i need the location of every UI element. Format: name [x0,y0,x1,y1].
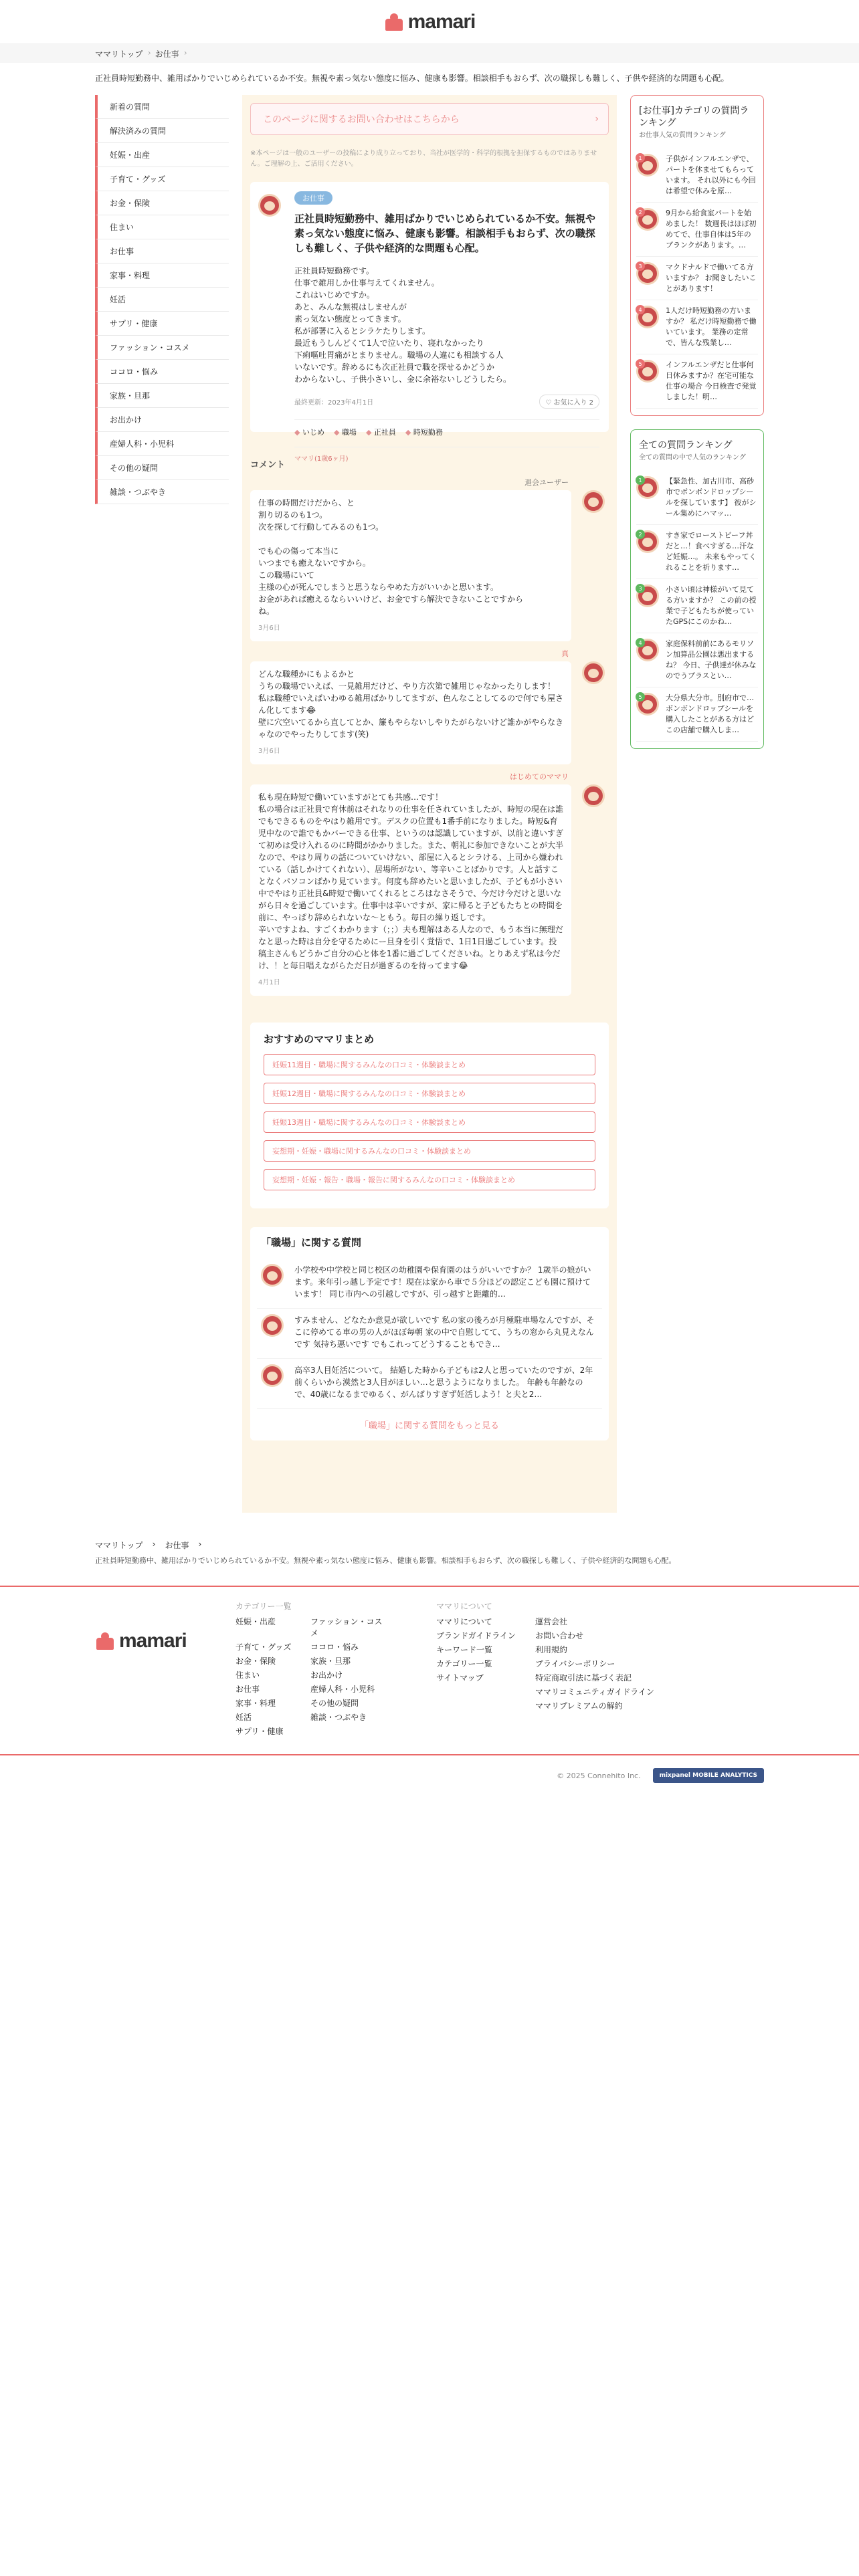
avatar [636,530,659,553]
category-ranking [630,95,764,416]
main-column [242,95,617,1513]
question-date: 最終更新：2023年4月1日 [294,399,374,407]
avatar [636,693,659,716]
footer-about-link[interactable]: キーワード一覧 [436,1645,493,1654]
site-footer [0,1586,859,1796]
question-tags [294,419,599,437]
footer-cat-head: カテゴリー一覧 [235,1602,292,1611]
comment-body [250,784,571,996]
sidebar-item[interactable]: サプリ・健康 [95,312,229,336]
avatar [636,306,659,328]
content-layout [95,95,764,1513]
ranking-item-text: 子供がインフルエンザで、パートを休ませてもらっています。 それ以外にも今回は希望で休みを原… [666,154,756,195]
footer-about-link[interactable]: プライバシーポリシー [535,1659,615,1669]
footer-about [436,1600,656,1711]
avatar [636,262,659,285]
footer-category-link[interactable]: 産婦人科・小児科 [310,1685,375,1694]
breadcrumb [95,44,764,63]
sidebar-item[interactable]: お仕事 [95,239,229,263]
footer-categories [235,1600,385,1737]
ranking-item[interactable] [636,687,758,742]
breadcrumb-category[interactable]: お仕事 › [155,48,191,60]
related-more-link[interactable]: 「職場」に関する質問をもっと見る [359,1421,499,1431]
page-lead: 正社員時短勤務中、雑用ばかりでいじめられているか不安。無視や素っ気ない態度に悩み、健康も影響。相談相手もおらず、次の職探しも難しく、子供や経済的な問題も心配。 [95,74,729,83]
footer-category-link[interactable]: 住まい [235,1671,260,1680]
footer-about-link[interactable]: お問い合わせ [535,1631,584,1640]
ranking-item-text: 【緊急性、加古川市、高砂市でボンボンドロップシールを探しています】 彼がシール集めにハマッ… [666,477,757,518]
rank-number: 2 [636,207,645,217]
avatar [261,1364,284,1387]
footer-category-link[interactable]: ファッション・コスメ [310,1617,383,1638]
sidebar-item[interactable]: 子育て・グッズ [95,167,229,191]
comment-date: 3月6日 [258,625,280,632]
footer-about-link[interactable]: ママリについて [436,1617,492,1626]
mamari-logo-icon [384,13,404,31]
avatar [582,661,605,684]
footer-category-link[interactable]: お金・保険 [235,1656,276,1666]
comment-body [250,490,571,641]
contact-link[interactable] [250,103,609,135]
ranking-item[interactable] [636,257,758,300]
ranking-item[interactable] [636,633,758,687]
footer-category-link[interactable]: 妊活 [235,1713,252,1722]
ranking-item-text: インフルエンザだと仕事何日休みますか？在宅可能な仕事の場合 今日検査で発覚しました！明… [666,360,757,401]
recommend-title: おすすめのママリまとめ [264,1033,375,1045]
related-title: 「職場」に関する質問 [261,1237,362,1249]
avatar [636,584,659,607]
ranking-item[interactable] [636,471,758,525]
favorite-button[interactable]: ♡ お気に入り 2 [539,395,599,409]
rank-number: 1 [636,475,645,485]
related-question[interactable] [257,1309,602,1359]
sidebar-item[interactable]: 妊娠・出産 [95,143,229,167]
mixpanel-badge[interactable]: mixpanel MOBILE ANALYTICS [653,1768,764,1783]
sidebar-item[interactable]: お金・保険 [95,191,229,215]
footer-category-link[interactable]: その他の疑問 [310,1699,359,1708]
rank-number: 3 [636,261,645,271]
related-question[interactable] [257,1259,602,1309]
footer-about-link[interactable] [436,1686,535,1697]
rank-number: 5 [636,359,645,368]
question-body: 正社員時短勤務です。 仕事で雑用しか仕事与えてくれません。 これはいじめですか。 あと、みんな無視はしませんが 素っ気ない態度とってきます。 私が部署に入るとシラケたりします。 最近もうしんどくて1人で泣いたり、寝れなかったり 下痢嘔吐胃痛がとまりません。職場の人違にも相談する人 いないです。辞めるにも次正社員で職を探せるかどうか わからないし、子供小さいし、金に余裕ないしどうしたら。 [294,266,512,384]
ranking-item-text: 大分県大分市。別府市で…ボンボンドロップシールを購入したことがある方はどこの店舗で購入しま… [666,693,754,734]
sidebar-item[interactable]: 雑談・つぶやき [95,480,229,504]
recommend-link[interactable]: 妄想期・妊娠・報告・職場・報告に関するみんなの口コミ・体験談まとめ [264,1169,595,1190]
comment-author[interactable]: 退会ユーザー [524,478,569,487]
footer-category-link[interactable]: 家事・料理 [235,1699,276,1708]
comment-date: 4月1日 [258,979,280,986]
avatar [261,1314,284,1337]
footer-category-link[interactable]: ココロ・悩み [310,1642,359,1652]
footer-breadcrumb [95,1539,764,1566]
copyright: © 2025 Connehito Inc. [557,1771,641,1780]
sidebar-item[interactable]: ファッション・コスメ [95,336,229,360]
footer-category-link[interactable]: サプリ・健康 [235,1727,284,1736]
comment [250,771,609,996]
ranking-item-text: 家庭保料前前にあるモリソン加算品公園は悪出まするね？ 今日、子供達が休みなのでうブラスとい… [666,639,757,680]
ranking-item-text: 1人だけ時短勤務の方いますか？ 私だけ時短勤務で働いています。 業務の定常で、皆んな残業し… [666,306,757,347]
sidebar-item[interactable]: 産婦人科・小児科 [95,432,229,456]
related-question[interactable] [257,1359,602,1409]
breadcrumb-bar [0,44,859,63]
site-header [0,0,859,44]
related-questions [250,1227,609,1440]
all-ranking [630,429,764,749]
comment [250,648,609,764]
avatar [636,208,659,231]
category-badge[interactable]: お仕事 [294,191,332,205]
rank-number: 1 [636,153,645,163]
footer-about-link[interactable]: 特定商取引法に基づく表記 [535,1673,632,1683]
contact-label: このページに関するお問い合わせはこちらから [263,114,460,125]
avatar [582,784,605,807]
comment-body [250,661,571,764]
recommend-link[interactable]: 妊娠12週目・職場に関するみんなの口コミ・体験談まとめ [264,1083,595,1104]
breadcrumb-top[interactable]: ママリトップ › [95,48,155,60]
question-meta [294,395,599,409]
footer-category-link[interactable]: 雑談・つぶやき [310,1713,367,1722]
question-tag[interactable]: ◆ 職場 [334,427,357,437]
mamari-logo-icon [95,1632,115,1650]
avatar [258,194,281,217]
footer-crumb-lead: 正社員時短勤務中、雑用ばかりでいじめられているか不安。無視や素っ気ない態度に悩み、健康も影響。相談相手もおらず、次の職探しも難しく、子供や経済的な問題も心配。 [95,1556,676,1565]
footer-category-link[interactable]: 家族・旦那 [310,1656,351,1666]
mamari-logo[interactable]: mamari [384,11,476,33]
question-title: 正社員時短勤務中、雑用ばかりでいじめられているか不安。無視や素っ気ない態度に悩み、健康も影響。相談相手もおらず、次の職探しも難しく、子供や経済的な問題も心配。 [294,213,596,254]
sidebar-item[interactable]: 家族・旦那 [95,384,229,408]
footer-category-link[interactable]: お仕事 [235,1685,260,1694]
recommend-section [250,1023,609,1208]
sidebar-item[interactable]: ココロ・悩み [95,360,229,384]
ranking-title: 全ての質問ランキング [639,440,733,451]
comment-date: 3月6日 [258,748,280,755]
footer-about-link[interactable]: ママリコミュニティガイドライン [535,1687,654,1697]
related-question-text: 小学校や中学校と同じ校区の幼稚園や保育園のはうがいいですか？ 1歳半の娘がいます。来年引っ越し予定です！現在は家から車で５分ほどの認定こども園に預けています！ 同じ市内への引越しですが、引っ越すと距離的… [294,1265,591,1299]
footer-crumb-category[interactable]: お仕事 [165,1541,189,1550]
avatar [636,360,659,383]
question-author[interactable]: ママリ(1歳6ヶ月) [294,447,599,463]
ranking-item[interactable] [636,525,758,579]
question-tag[interactable]: ◆ いじめ [294,427,324,437]
ranking-item-text: すき家でローストビーフ丼だと…！食べすぎる…汗など妊娠…。 未来もやってくれることを祈ります… [666,531,757,572]
ranking-subtitle: お仕事人気の質問ランキング [639,132,726,139]
question-tag[interactable]: ◆ 正社員 [366,427,396,437]
sidebar-item[interactable]: 住まい [95,215,229,239]
ranking-item[interactable] [636,300,758,354]
ranking-item[interactable] [636,579,758,633]
sidebar-item[interactable]: その他の疑問 [95,456,229,480]
ranking-item[interactable] [636,148,758,203]
rank-number: 2 [636,530,645,539]
chevron-right-icon: › [595,114,599,124]
avatar [261,1264,284,1287]
rank-number: 3 [636,584,645,593]
footer-about-link[interactable]: カテゴリー一覧 [436,1659,492,1669]
comment-text: 私も現在時短で働いていますがとても共感…です！ 私の場合は正社員で育休前はそれなりの仕事を任されていましたが、時短の現在は誰でもできるものをやはり雑用です。デスクの位置も1番手前になりました。時短&育児中なので誰でもかバーできる仕事、というのは認識していますが、以前と違いすぎて初めは受け入れるのに時間がかかりました。また、朝礼に参加できないことが大半なので、やはり周りの話についていけない、部屋に入るとシラける、上司から嫌われている（話しかけてくれない）、居場所がない、等辛いことばかりです。人と話すことなくパソコンばかり見ています。何度も辞めたいと思いましたが、子どもが小さい中でやはり正社員&時短で働いてくれるところはなさそうで、今だけ今だけと思いながら日々を過ごしています。仕事中は辛いですが、家に帰ると子どもたちとの時間を前に、やっぱり辞められないな〜ともう。毎日の繰り返しです。 辛いですよね、すごくわかります（；；）夫も理解はある人なので、もう本当に無理だなと思った時は自分を守るためにー旦身を引く覚悟で、1日1日過ごしています。投稿主さんもどうかご自分の心と体を1番に過ごしてくださいね。とりあえず私は今だけ、！と毎日唱えながらただ日が過ぎるのを待ってます😂 [258,792,564,970]
avatar [636,154,659,177]
comment-author[interactable]: 真 [561,649,569,658]
footer-category-link[interactable]: お出かけ [310,1671,343,1680]
sidebar-item[interactable]: 妊活 [95,288,229,312]
ranking-item-text: マクドナルドで働いてる方いますか？ お聞きしたいことがあります！ [666,263,757,293]
recommend-link[interactable]: 妊娠13週目・職場に関するみんなの口コミ・体験談まとめ [264,1111,595,1133]
chevron-right-icon: › [198,1539,202,1549]
avatar [636,476,659,499]
recommend-link[interactable]: 妊娠11週目・職場に関するみんなの口コミ・体験談まとめ [264,1054,595,1075]
category-sidebar [95,95,229,504]
ranking-subtitle: 全ての質問の中で人気のランキング [639,454,746,461]
sidebar-item[interactable]: 新着の質問 [95,95,229,119]
footer-about-link[interactable] [436,1700,535,1711]
ranking-item-text: 9月から給食室パートを始めました！ 数週長はほぼ初めてで、仕事自体は5年の ブランクがあります。… [666,209,757,249]
comment-text: どんな職種かにもよるかと うちの職場でいえば、一見雑用だけど、やり方次第で雑用じゃなかったりします！ 私は職種でいえばいわゆる雑用ばかりしてますが、色んなことしてるので何でも屋さん化してます😂 壁に穴空いてるから直してとか、簾もやらないしやりたがらないけど誰かがやらなきゃなのでやったりしてます(笑) [258,669,564,739]
sidebar-item[interactable]: 家事・料理 [95,263,229,288]
sidebar-item[interactable]: お出かけ [95,408,229,432]
recommend-link[interactable]: 妄想期・妊娠・職場に関するみんなの口コミ・体験談まとめ [264,1140,595,1162]
footer-category-link[interactable]: 子育て・グッズ [235,1642,292,1652]
chevron-right-icon: › [152,1539,156,1549]
ranking-item[interactable] [636,354,758,409]
related-question-text: すみません、どなたか意見が欲しいです 私の家の後ろが月極駐車場なんですが、そこに停めてる車の男の人がほぼ毎朝 家の中で自慰してて、うちの窓から丸見えなんです 気持ち悪いです でもこれってどうすることもでき… [294,1315,595,1349]
rank-number: 4 [636,638,645,647]
question-tag[interactable]: ◆ 時短勤務 [405,427,443,437]
ranking-item-text: 小さい頃は神様がいて見てる方いますか？ この前の授業で子どもたちが使っていたGPSにこのかね… [666,585,757,626]
comment-author[interactable]: はじめてのママリ [510,772,569,781]
disclaimer: ※本ページは一般のユーザーの投稿により成り立っており、当社が医学的・科学的根拠を担保するものではありません。ご理解の上、ご活用ください。 [250,150,597,168]
rank-number: 4 [636,305,645,314]
comment-text: 仕事の時間だけだから、と 割り切るのも1つ。 次を探して行動してみるのも1つ。 でも心の傷って本当に いつまでも癒えないですから。 この職場にいて 主様の心が死んでしまうと思うならやめた方がいいかと思います。 お金があれば癒えるならいいけど、お金ですら解決できないことですから ね。 [258,498,524,616]
footer-category-link[interactable]: 妊娠・出産 [235,1617,276,1626]
comments-heading: コメント [250,460,286,470]
footer-about-head: ママリについて [436,1602,492,1611]
avatar [582,490,605,513]
footer-about-link[interactable]: 利用規約 [535,1645,568,1654]
ranking-title: [お仕事]カテゴリの質問ランキング [639,106,749,128]
footer-about-link[interactable]: サイトマップ [436,1673,484,1683]
footer-crumb-top[interactable]: ママリトップ [95,1541,143,1550]
footer-logo[interactable]: mamari [95,1630,187,1652]
footer-about-link[interactable]: ママリプレミアムの解約 [535,1701,623,1711]
ranking-sidebar [630,95,764,762]
comment [250,477,609,641]
avatar [636,639,659,661]
comments-list [242,477,617,996]
related-question-text: 高卒3人目妊活について。 結婚した時から子どもは2人と思っていたのですが、2年前くらいから漠然と3人目がほしい…と思うようになりました。 年齢も年齢なので、40歳になるまでゆるく、がんばりすぎず妊活しよう！と夫と2… [294,1366,593,1399]
ranking-item[interactable] [636,203,758,257]
footer-about-link[interactable]: 運営会社 [535,1617,568,1626]
sidebar-item[interactable]: 解決済みの質問 [95,119,229,143]
question-card [250,182,609,463]
rank-number: 5 [636,692,645,702]
footer-about-link[interactable]: ブランドガイドライン [436,1631,516,1640]
